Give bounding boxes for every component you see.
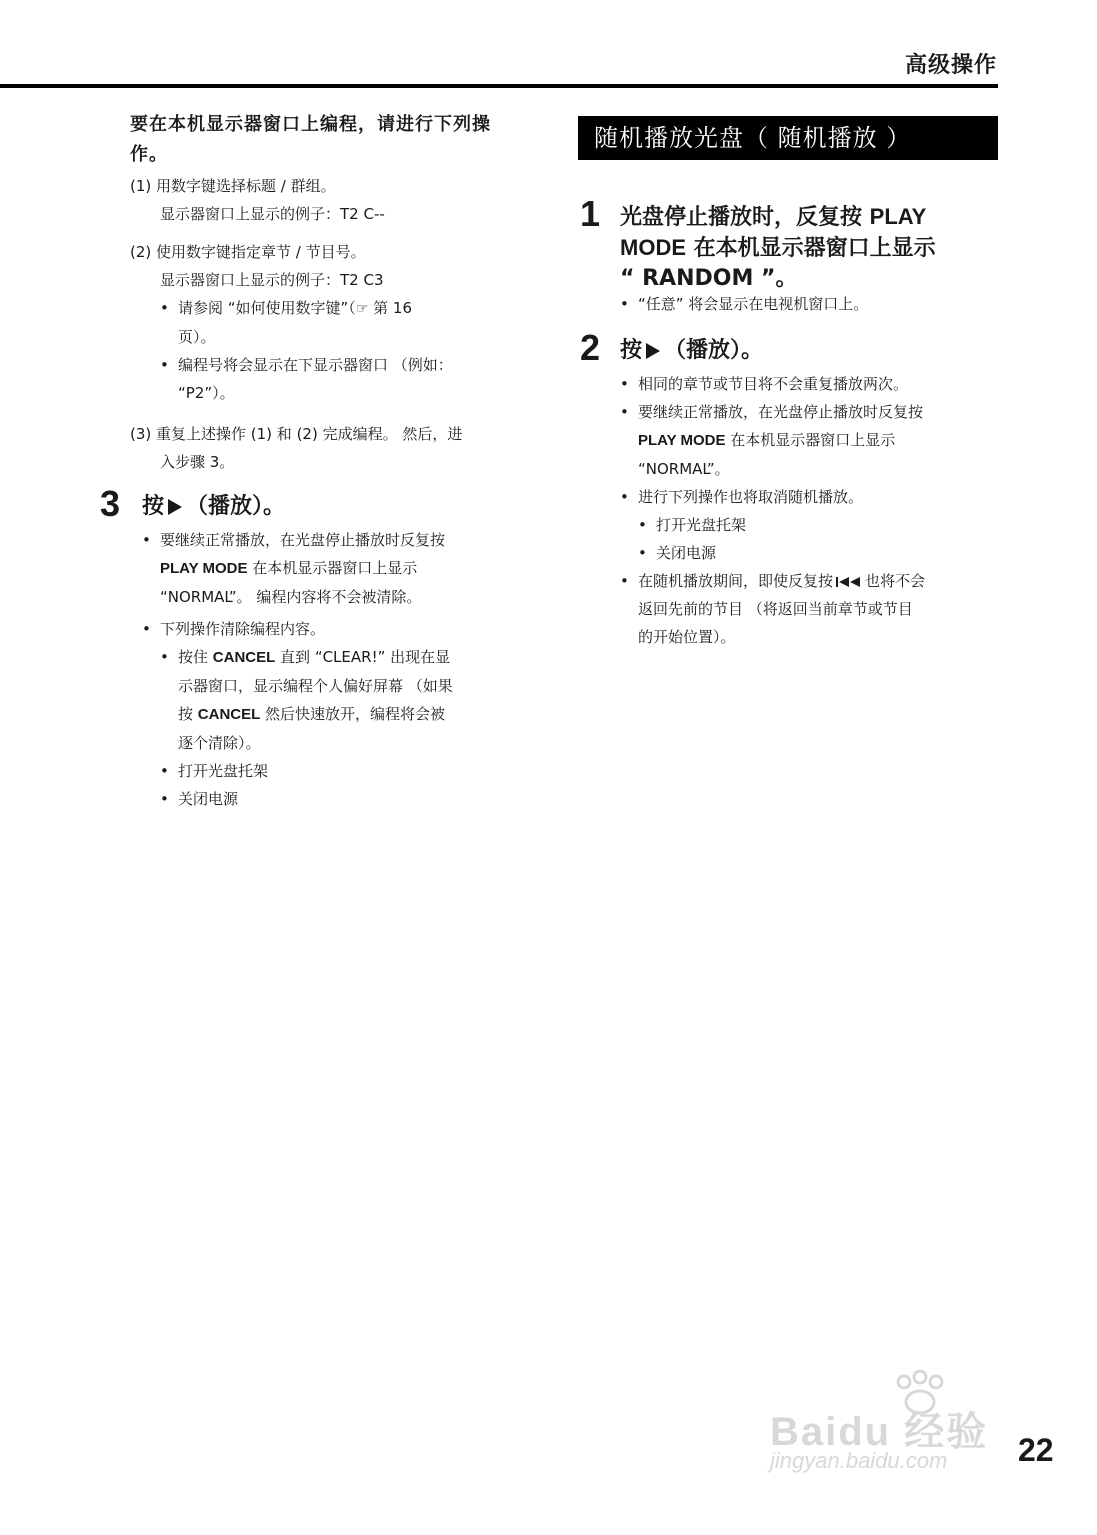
step-3-notes	[138, 526, 538, 813]
sub-note-item	[138, 785, 538, 813]
watermark-url: jingyan.baidu.com	[770, 1448, 948, 1473]
step-heading-text: 光盘停止播放时，反复按	[620, 205, 870, 230]
note-text: 下列操作清除编程内容。	[160, 620, 326, 638]
note-item	[616, 567, 996, 651]
substep-3-label: (3) 重复上述操作 (1) 和 (2) 完成编程。 然后，进	[130, 425, 463, 443]
key-label: MODE	[620, 235, 686, 260]
play-icon	[646, 343, 660, 359]
note-item	[616, 370, 996, 398]
sub-note-item	[616, 539, 996, 567]
key-label: PLAY	[869, 204, 927, 229]
step-2-number: 2	[580, 327, 601, 368]
substep-2-bullet-2	[130, 351, 525, 407]
bullet-text: 第 16	[368, 299, 412, 317]
note-item	[616, 398, 996, 483]
note-text: “NORMAL”。	[638, 460, 730, 478]
note-item	[616, 290, 996, 318]
intro-text: 要在本机显示器窗口上编程，请进行下列操作。	[130, 114, 491, 165]
bullet-text: 编程号将会显示在下显示器窗口 （例如：	[178, 356, 453, 374]
note-text: 在本机显示器窗口上显示	[725, 431, 896, 449]
substep-2-bullet-1	[130, 294, 525, 351]
step-3-heading	[142, 492, 285, 522]
baidu-watermark	[770, 1370, 1020, 1480]
note-text: 的开始位置）。	[638, 628, 736, 646]
note-text: 要继续正常播放，在光盘停止播放时反复按	[160, 531, 446, 549]
skip-previous-icon	[836, 576, 862, 588]
note-text: 直到 “CLEAR!” 出现在显	[275, 648, 451, 666]
step-2-heading	[620, 336, 763, 366]
note-text: 要继续正常播放，在光盘停止播放时反复按	[638, 403, 924, 421]
bullet-text: 页）。	[178, 328, 216, 346]
watermark-logo-text: Baidu 经验	[770, 1410, 989, 1454]
note-text: 关闭电源	[178, 790, 239, 808]
note-text: 打开光盘托架	[656, 516, 747, 534]
step-3-number: 3	[100, 483, 121, 524]
step-1-notes	[616, 290, 996, 318]
step-1-number: 1	[580, 193, 601, 234]
note-item	[616, 483, 996, 511]
note-text: 返回先前的节目 （将返回当前章节或节目	[638, 600, 913, 618]
sub-note-item	[138, 643, 538, 757]
substep-3-label-cont: 入步骤 3。	[160, 453, 235, 471]
key-label: PLAY MODE	[160, 560, 248, 577]
step-1-heading	[620, 202, 995, 294]
note-text: 进行下列操作也将取消随机播放。	[638, 488, 864, 506]
note-item	[138, 526, 538, 611]
note-text: “NORMAL”。 编程内容将不会被清除。	[160, 588, 422, 606]
key-label: PLAY MODE	[638, 432, 726, 449]
substep-2-example: 显示器窗口上显示的例子：T2 C3	[160, 271, 384, 289]
step-heading-text: 按	[620, 338, 643, 363]
bullet-text: “P2”）。	[178, 384, 235, 402]
step-2-notes	[616, 370, 996, 651]
step-heading-text: “ RANDOM ”。	[620, 266, 798, 291]
note-text: 相同的章节或节目将不会重复播放两次。	[638, 375, 909, 393]
step-heading-text: （播放）。	[664, 338, 764, 363]
substep-1-label: (1) 用数字键选择标题 / 群组。	[130, 177, 336, 195]
play-icon	[168, 499, 182, 515]
substep-1	[130, 172, 525, 228]
step-heading-text: 在本机显示器窗口上显示	[686, 236, 936, 261]
note-text: 然后快速放开，编程将会被	[260, 705, 446, 723]
bullet-text: 请参阅 “如何使用数字键”（	[178, 299, 356, 317]
sub-note-item	[138, 757, 538, 785]
note-item	[138, 615, 538, 643]
note-text: 也将不会	[865, 572, 926, 590]
note-text: “任意” 将会显示在电视机窗口上。	[638, 295, 869, 313]
substep-2-label: (2) 使用数字键指定章节 / 节目号。	[130, 243, 366, 261]
substep-1-example: 显示器窗口上显示的例子：T2 C--	[160, 205, 385, 223]
header-rule	[0, 84, 998, 88]
note-text: 逐个清除）。	[178, 734, 261, 752]
pointing-hand-icon: ☞	[355, 301, 369, 317]
note-text: 按住	[178, 648, 213, 666]
key-label: CANCEL	[197, 706, 261, 723]
page-number: 22	[1018, 1432, 1054, 1468]
step-heading-text: （播放）。	[186, 494, 286, 519]
note-text: 在随机播放期间，即使反复按	[638, 572, 834, 590]
section-title: 高级操作	[904, 53, 997, 78]
note-text: 按	[178, 705, 198, 723]
step-heading-text: 按	[142, 494, 165, 519]
key-label: CANCEL	[212, 649, 276, 666]
note-text: 打开光盘托架	[178, 762, 269, 780]
note-text: 在本机显示器窗口上显示	[247, 559, 418, 577]
sub-note-item	[616, 511, 996, 539]
substep-2	[130, 238, 525, 407]
note-text: 示器窗口，显示编程个人偏好屏幕 （如果	[178, 677, 453, 695]
note-text: 关闭电源	[656, 544, 717, 562]
random-play-title: 随机播放光盘（ 随机播放 ）	[578, 116, 998, 160]
substep-3	[130, 420, 525, 476]
